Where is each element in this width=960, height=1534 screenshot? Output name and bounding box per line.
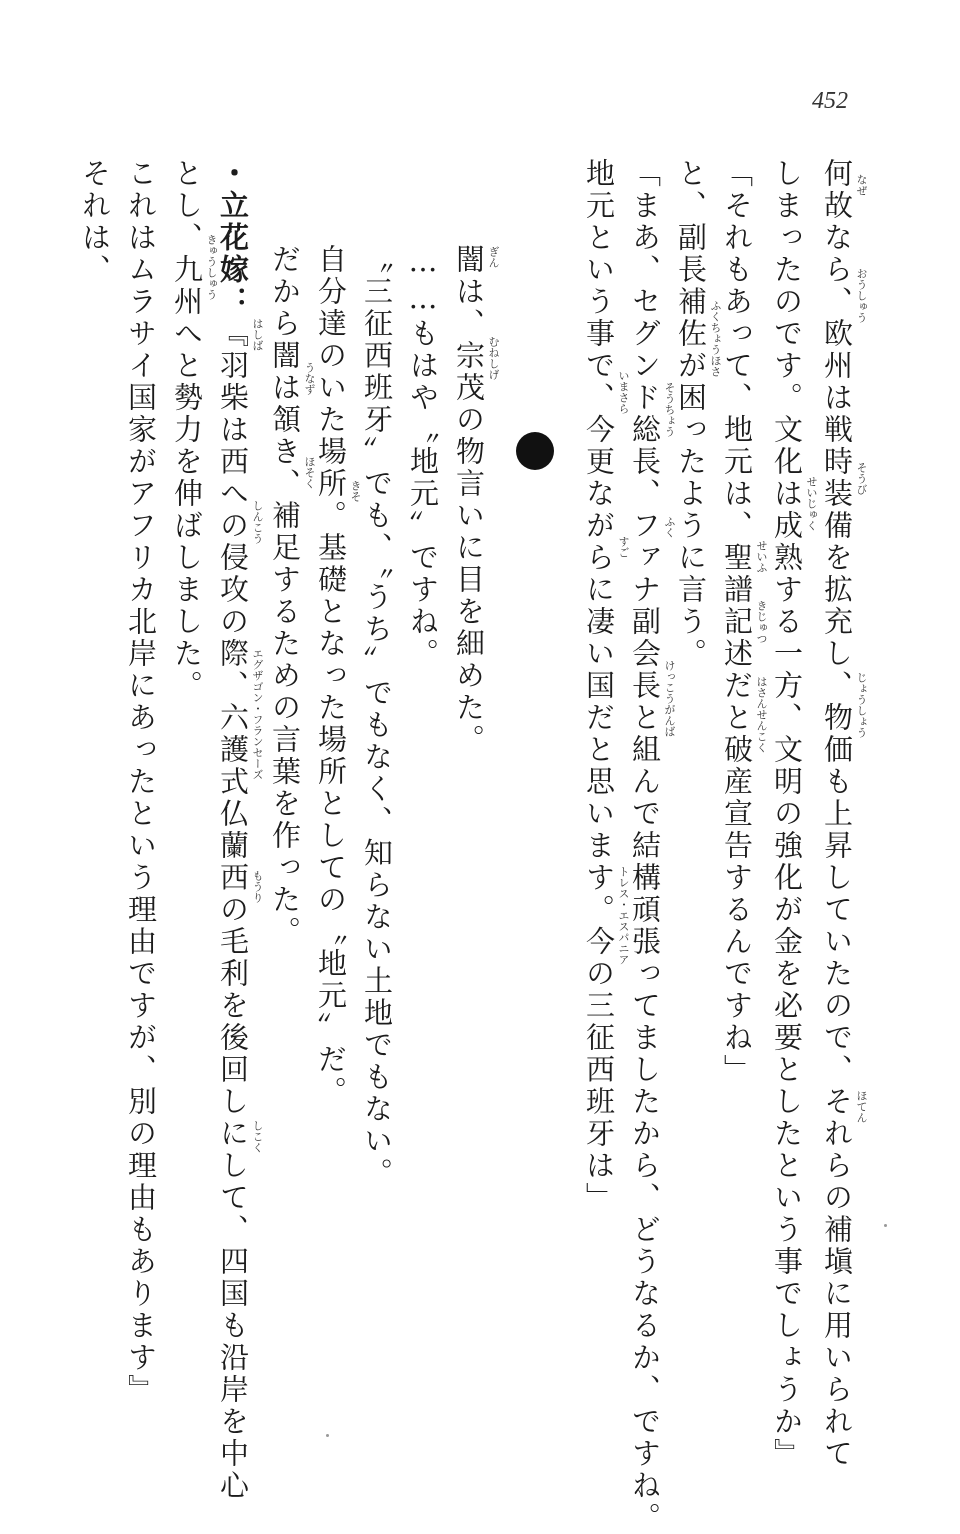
text-column-r1: 何故なら、欧州は戦時装備を拡充し、物価も上昇していたので、それらの補塡に用いられて [820, 158, 854, 1470]
ruby-seijuku: せいじゅく [805, 476, 818, 531]
ruby-imasara: いまさら [617, 370, 630, 414]
text-column-r3: 「それもあって、地元は、聖譜記述だと破産宣告するんですね」 [720, 158, 754, 1086]
text-column-l5: だから闇は頷き、補足するための言葉を作った。 [268, 244, 302, 948]
text-column-l7: とし、九州へと勢力を伸ばしました。 [170, 158, 204, 702]
text-column-r2: しまったのです。文化は成熟する一方、文明の強化が金を必要としたという事でしょうか』 [770, 158, 804, 1470]
ruby-shikoku: しこく [251, 1120, 264, 1153]
page-number: 452 [812, 88, 848, 114]
ruby-hoten: ほてん [855, 1090, 868, 1123]
text-column-l4: 自分達のいた場所。基礎となった場所としての〝地元〟だ。 [314, 244, 348, 1108]
speaker-line: 『羽柴は西への侵攻の際、六護式仏蘭西の毛利を後回しにして、四国も沿岸を中心 [216, 318, 250, 1502]
text-column-l9: それは、 [78, 158, 112, 286]
ruby-kyuushuu: きゅうしゅう [205, 234, 218, 300]
ruby-mouri: もうり [251, 870, 264, 903]
text-column-l8: これはムラサイ国家がアフリカ北岸にあったという理由ですが、別の理由もあります』 [124, 158, 158, 1406]
ruby-unazu: うなず [303, 362, 316, 395]
ruby-hasansenkoku: はさんせんこく [755, 676, 768, 753]
ruby-sugo: すご [617, 536, 630, 558]
ruby-shinkou: しんこう [251, 500, 264, 544]
scan-speck [884, 1224, 887, 1227]
ruby-souchou: そうちょう [663, 382, 676, 437]
speaker-label: ・立花嫁： [216, 158, 250, 318]
scan-speck [326, 1434, 329, 1437]
section-break-dot [516, 432, 554, 470]
ruby-kekkouganba: けっこうがんば [663, 660, 676, 737]
ruby-exagone-francaise: エグザゴン・フランセーズ [251, 648, 264, 780]
ruby-oushuu: おうしゅう [855, 268, 868, 323]
ruby-soubi: そうび [855, 462, 868, 495]
text-column-l6 [216, 158, 250, 1502]
ruby-kijutsu: きじゅつ [755, 600, 768, 644]
ruby-joushou: じょうしょう [855, 672, 868, 738]
text-column-r6: 地元という事で、今更ながらに凄い国だと思います。今の三征西班牙は」 [582, 158, 616, 1214]
ruby-gin: ぎん [487, 246, 500, 268]
text-column-l2: ……もはや〝地元〟ですね。 [406, 244, 440, 670]
ruby-fuku: ふく [663, 516, 676, 538]
text-column-r5: 「まあ、セグンド総長、ファナ副会長と組んで結構頑張ってましたから、どうなるか、ですね。 [628, 158, 662, 1534]
text-column-l3: 〝三征西班牙〟でも、〝うち〟でもなく、知らない土地でもない。 [360, 244, 394, 1190]
ruby-hosoku: ほそく [303, 456, 316, 489]
ruby-muneshige: むねしげ [487, 336, 500, 380]
ruby-fukuchouhosa: ふくちょうほさ [709, 300, 722, 377]
ruby-hashiba: はしば [251, 318, 264, 351]
text-column-l1: 闇は、宗茂の物言いに目を細めた。 [452, 244, 486, 756]
ruby-kiso: きそ [349, 480, 362, 502]
text-column-r4: と、副長補佐が困ったように言う。 [674, 158, 708, 670]
ruby-tresespania: トレス・エスパニア [617, 866, 630, 965]
ruby-seifu: せいふ [755, 540, 768, 573]
ruby-naze: なぜ [855, 174, 868, 196]
